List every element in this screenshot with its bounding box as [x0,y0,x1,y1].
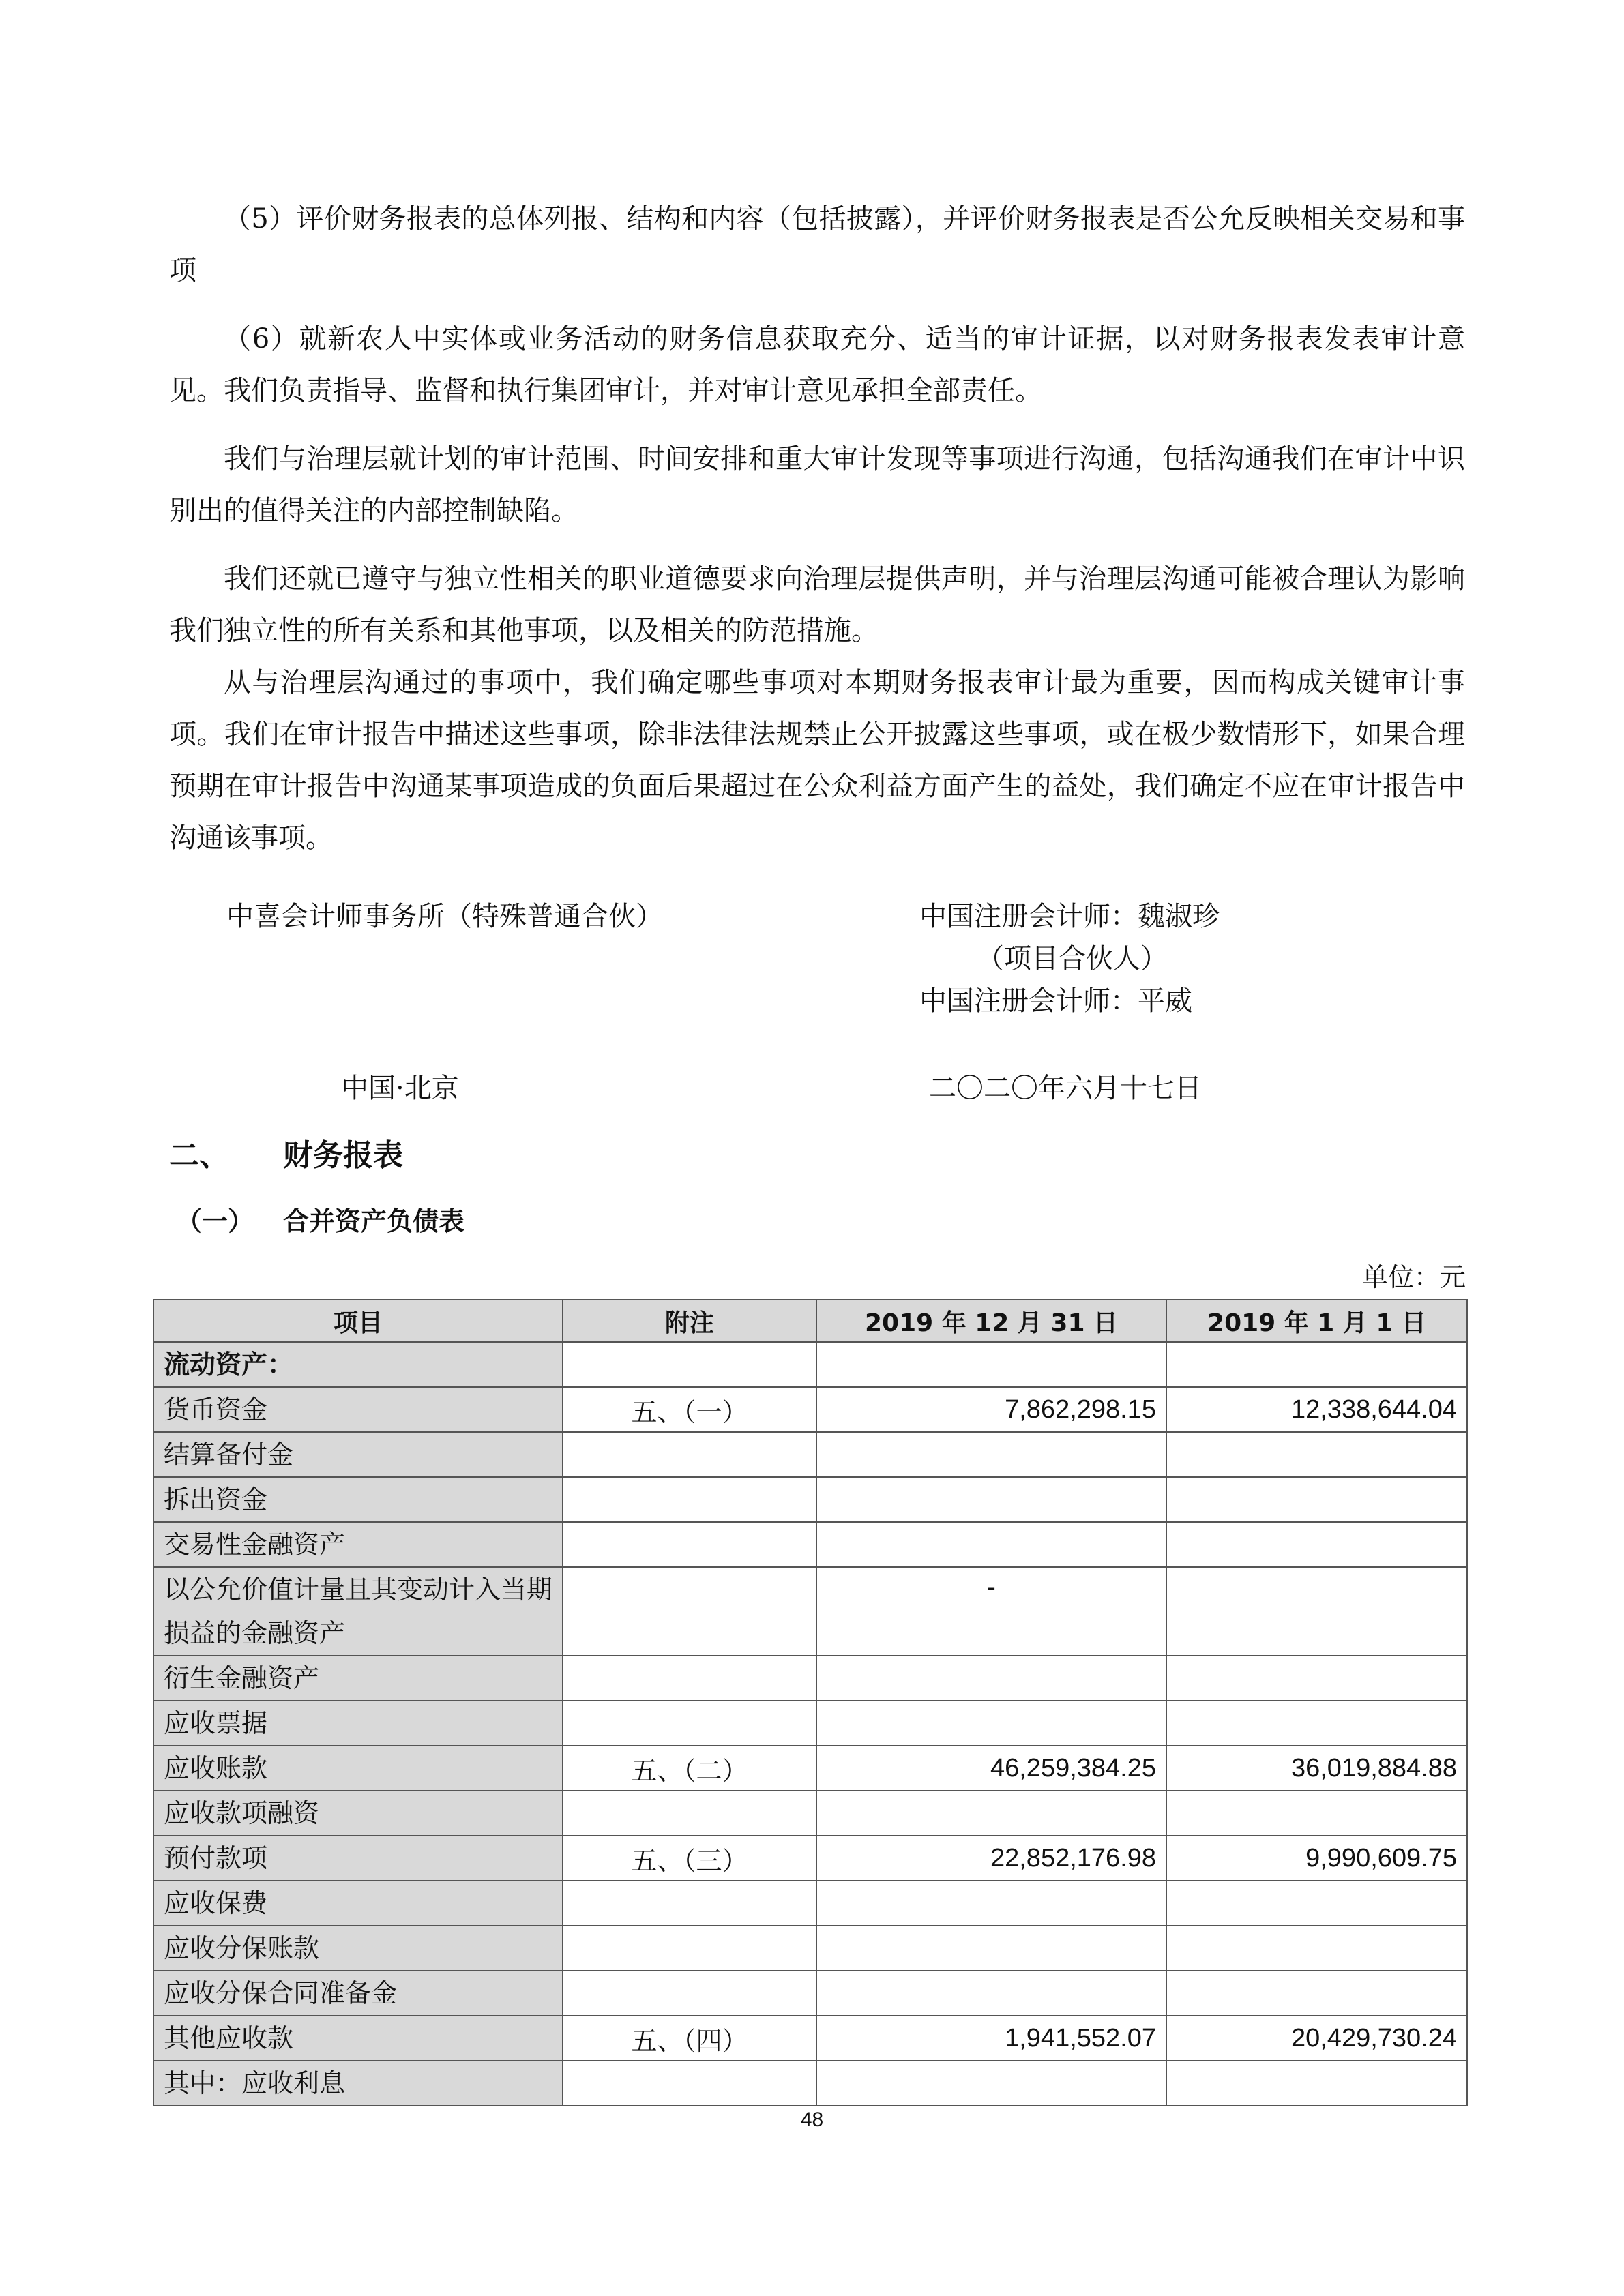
row-period-end: - [816,1567,1166,1656]
row-period-end [816,1432,1166,1477]
table-row [153,1926,1467,1971]
table-row [153,1881,1467,1926]
row-note [563,1567,816,1656]
row-item: 衍生金融资产 [153,1656,563,1701]
table-header-row [153,1300,1467,1342]
subsection-title: 合并资产负债表 [283,1206,465,1236]
row-period-begin [1166,1791,1467,1836]
table-row [153,1836,1467,1881]
table-row [153,1701,1467,1746]
row-note [563,1432,816,1477]
row-period-begin [1166,1701,1467,1746]
row-note [563,2061,816,2106]
row-period-end [816,1522,1166,1567]
row-period-end: 46,259,384.25 [816,1746,1166,1791]
paragraph-5: （5）评价财务报表的总体列报、结构和内容（包括披露），并评价财务报表是否公允反映相关交易和事项 [169,203,1465,286]
row-note: 五、（四） [563,2016,816,2061]
row-period-begin [1166,1881,1467,1926]
row-item: 应收款项融资 [153,1791,563,1836]
table-row [153,2061,1467,2106]
row-note [563,1971,816,2016]
signing-date: 二〇二〇年六月十七日 [929,1073,1202,1104]
row-note [563,1791,816,1836]
row-item: 应收账款 [153,1746,563,1791]
header-period-end: 2019 年 12 月 31 日 [816,1300,1166,1342]
cpa-role: （项目合伙人） [977,943,1168,974]
row-period-end [816,1881,1166,1926]
table-row [153,1746,1467,1791]
paragraph-communication: 我们与治理层就计划的审计范围、时间安排和重大审计发现等事项进行沟通，包括沟通我们在审计中识别出的值得关注的内部控制缺陷。 [169,443,1465,526]
row-period-end [816,1342,1166,1387]
row-period-end [816,1701,1166,1746]
row-item: 其他应收款 [153,2016,563,2061]
table-row [153,1477,1467,1522]
row-period-begin [1166,2061,1467,2106]
unit-label: 单位：元 [1361,1262,1466,1292]
row-item: 预付款项 [153,1836,563,1881]
paragraph-6: （6）就新农人中实体或业务活动的财务信息获取充分、适当的审计证据，以对财务报表发表审计意见。我们负责指导、监督和执行集团审计，并对审计意见承担全部责任。 [169,323,1465,406]
row-period-begin [1166,1971,1467,2016]
row-item: 交易性金融资产 [153,1522,563,1567]
page-number: 48 [800,2108,824,2131]
row-note: 五、（三） [563,1836,816,1881]
row-note [563,1477,816,1522]
subsection-number: （一） [176,1206,254,1236]
row-note [563,1342,816,1387]
row-period-end [816,1656,1166,1701]
table-row [153,1567,1467,1656]
row-period-end: 7,862,298.15 [816,1387,1166,1432]
row-item: 应收票据 [153,1701,563,1746]
row-item: 其中：应收利息 [153,2061,563,2106]
cpa-signature-2: 中国注册会计师：平威 [919,985,1192,1017]
row-note [563,1701,816,1746]
section-title: 财务报表 [283,1138,403,1173]
row-note [563,1881,816,1926]
row-period-begin [1166,1656,1467,1701]
row-period-begin [1166,1342,1467,1387]
row-period-begin [1166,1926,1467,1971]
table-row [153,2016,1467,2061]
row-period-begin: 9,990,609.75 [1166,1836,1467,1881]
row-note: 五、（一） [563,1387,816,1432]
row-note [563,1926,816,1971]
row-item: 货币资金 [153,1387,563,1432]
row-period-end: 1,941,552.07 [816,2016,1166,2061]
table-row [153,1791,1467,1836]
row-period-end [816,1477,1166,1522]
table-row [153,1656,1467,1701]
header-period-begin: 2019 年 1 月 1 日 [1166,1300,1467,1342]
signing-location: 中国·北京 [341,1073,459,1104]
row-period-end [816,1791,1166,1836]
row-period-begin [1166,1567,1467,1656]
paragraph-independence: 我们还就已遵守与独立性相关的职业道德要求向治理层提供声明，并与治理层沟通可能被合理认为影响我们独立性的所有关系和其他事项，以及相关的防范措施。 [169,563,1465,646]
table-row [153,1342,1467,1387]
header-note: 附注 [563,1300,816,1342]
row-period-end [816,1971,1166,2016]
row-note [563,1656,816,1701]
row-item: 应收分保账款 [153,1926,563,1971]
row-period-end: 22,852,176.98 [816,1836,1166,1881]
paragraph-key-matters: 从与治理层沟通过的事项中，我们确定哪些事项对本期财务报表审计最为重要，因而构成关键审计事项。我们在审计报告中描述这些事项，除非法律法规禁止公开披露这些事项，或在极少数情形下，如果合理预期在审计报告中沟通某事项造成的负面后果超过在公众利益方面产生的益处，我们确定不应在审计报告中沟通该事项。 [169,667,1465,854]
row-period-begin: 12,338,644.04 [1166,1387,1467,1432]
row-note: 五、（二） [563,1746,816,1791]
row-period-begin [1166,1522,1467,1567]
row-item: 以公允价值计量且其变动计入当期损益的金融资产 [153,1567,563,1656]
row-item: 拆出资金 [153,1477,563,1522]
table-row [153,1522,1467,1567]
table-row [153,1387,1467,1432]
section-number: 二、 [169,1138,229,1173]
row-item: 流动资产： [153,1342,563,1387]
row-period-begin: 36,019,884.88 [1166,1746,1467,1791]
cpa-signature-1: 中国注册会计师：魏淑珍 [919,901,1220,932]
row-item: 结算备付金 [153,1432,563,1477]
row-period-end [816,2061,1166,2106]
row-period-begin [1166,1432,1467,1477]
row-note [563,1522,816,1567]
row-item: 应收保费 [153,1881,563,1926]
table-row [153,1432,1467,1477]
row-period-begin [1166,1477,1467,1522]
row-item: 应收分保合同准备金 [153,1971,563,2016]
table-row [153,1971,1467,2016]
row-period-begin: 20,429,730.24 [1166,2016,1467,2061]
header-item: 项目 [153,1300,563,1342]
balance-sheet-table [153,1299,1468,2106]
audit-text-block [169,193,1465,864]
row-period-end [816,1926,1166,1971]
audit-firm-name: 中喜会计师事务所（特殊普通合伙） [226,901,663,932]
